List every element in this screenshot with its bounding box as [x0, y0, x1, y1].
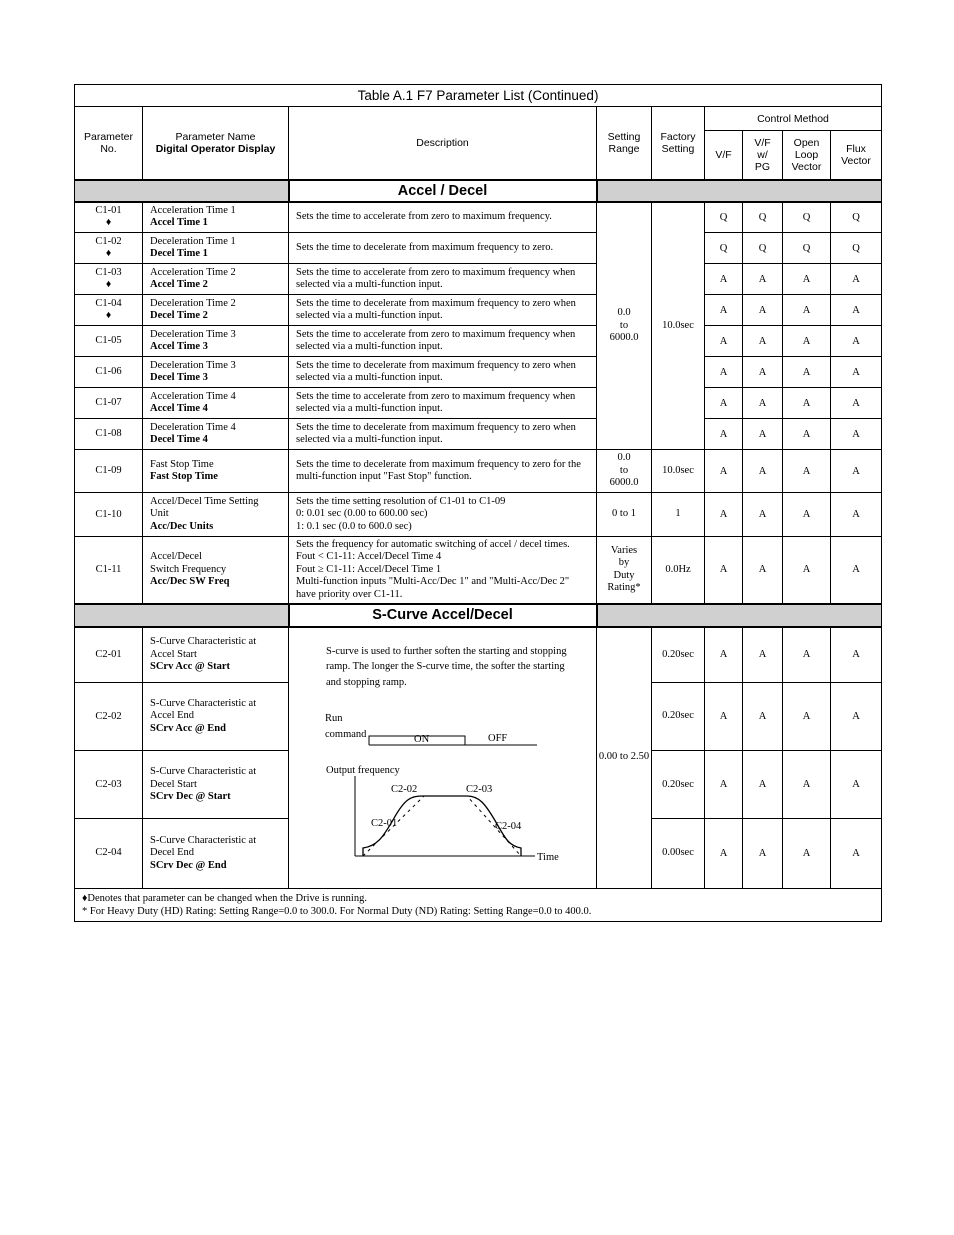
setting-range: 6000.0	[609, 477, 639, 489]
control-method-cell: A	[705, 537, 743, 604]
factory-setting-cell: 0.00sec	[652, 819, 705, 888]
footnote-row	[75, 888, 882, 921]
param-name: Deceleration Time 3	[150, 328, 236, 340]
table-row	[75, 419, 882, 450]
control-method-cell: A	[705, 388, 743, 419]
control-method-cell: Q	[743, 202, 783, 233]
factory-setting-cell: 0.20sec	[652, 683, 705, 751]
control-method-cell: A	[705, 751, 743, 819]
param-name: Deceleration Time 3	[150, 359, 236, 371]
param-name: Accel End	[150, 710, 195, 722]
header-param-name-label: Parameter Name	[175, 130, 256, 143]
section-bar-left	[75, 180, 289, 202]
param-name: Unit	[150, 508, 169, 520]
param-name-cell	[143, 419, 289, 450]
control-method-cell: A	[743, 537, 783, 604]
control-method-cell: A	[743, 295, 783, 326]
control-method-cell: Q	[783, 202, 831, 233]
control-method-cell: A	[783, 819, 831, 888]
param-description: Sets the time to decelerate from maximum frequency to zero for the multi-function input "Fast Stop" function.	[289, 450, 597, 493]
header-olv-text: Open Loop Vector	[791, 136, 822, 173]
param-name-cell	[143, 233, 289, 264]
table-title: Table A.1 F7 Parameter List (Continued)	[75, 85, 882, 107]
param-display-name: Accel Time 3	[150, 341, 208, 352]
control-method-cell: A	[783, 326, 831, 357]
param-no-cell	[75, 326, 143, 357]
header-vf-pg	[743, 131, 783, 180]
param-name: S-Curve Characteristic at	[150, 766, 257, 778]
control-method-cell: A	[705, 627, 743, 683]
control-method-cell: A	[705, 819, 743, 888]
header-flux	[831, 131, 882, 180]
factory-setting-cell: 0.20sec	[652, 627, 705, 683]
param-name-cell	[143, 751, 289, 819]
param-name: Decel End	[150, 847, 195, 859]
control-method-cell: Q	[783, 233, 831, 264]
param-display-name: Accel Time 2	[150, 279, 208, 290]
param-no: C1-07	[95, 397, 122, 408]
control-method-cell: A	[831, 264, 882, 295]
diagram-command-label: command	[325, 728, 367, 740]
param-description: Sets the time to accelerate from zero to maximum frequency.	[289, 202, 597, 233]
control-method-cell: A	[783, 751, 831, 819]
control-method-cell: A	[783, 419, 831, 450]
control-method-cell: A	[743, 264, 783, 295]
run-changeable-diamond: ♦	[105, 279, 112, 290]
header-factory-setting	[652, 107, 705, 180]
param-description-line: have priority over C1-11.	[296, 588, 403, 600]
table-row	[75, 264, 882, 295]
param-name: S-Curve Characteristic at	[150, 697, 257, 709]
param-no-cell	[75, 264, 143, 295]
diagram-run-label: Run	[325, 712, 343, 724]
param-display-name: SCrv Acc @ End	[150, 722, 226, 734]
factory-setting-cell: 10.0sec	[652, 202, 705, 450]
setting-range: Varies	[610, 544, 638, 556]
param-name: Acceleration Time 2	[150, 266, 236, 278]
param-display-name: Decel Time 4	[150, 434, 208, 445]
param-no-cell	[75, 537, 143, 604]
header-param-name	[143, 107, 289, 180]
control-method-cell: A	[783, 537, 831, 604]
control-method-cell: A	[783, 388, 831, 419]
footnotes	[75, 888, 882, 921]
param-no-cell	[75, 819, 143, 888]
param-no: C1-06	[95, 366, 122, 377]
table-row	[75, 537, 882, 604]
param-description-line: Sets the frequency for automatic switching of accel / decel times.	[296, 538, 570, 550]
param-name: Acceleration Time 4	[150, 390, 236, 402]
param-no: C1-03	[95, 267, 122, 278]
header-flux-text: Flux Vector	[841, 142, 871, 167]
control-method-cell: A	[743, 819, 783, 888]
param-description: Sets the time to accelerate from zero to maximum frequency when selected via a multi-function input.	[289, 388, 597, 419]
param-name: S-Curve Characteristic at	[150, 636, 257, 648]
control-method-cell: A	[783, 450, 831, 493]
param-name-cell	[143, 537, 289, 604]
param-no: C1-11	[95, 563, 122, 575]
run-changeable-diamond: ♦	[105, 217, 112, 229]
param-description-line: Fout < C1-11: Accel/Decel Time 4	[296, 551, 442, 562]
param-name-cell	[143, 627, 289, 683]
table-row	[75, 233, 882, 264]
setting-range-cell	[597, 537, 652, 604]
factory-setting-cell: 0.20sec	[652, 751, 705, 819]
param-display-name: SCrv Dec @ End	[150, 859, 227, 871]
parameter-table	[74, 84, 882, 922]
table-row	[75, 295, 882, 326]
control-method-cell: A	[831, 537, 882, 604]
param-display-name: Decel Time 2	[150, 310, 208, 321]
section-bar-right	[597, 180, 882, 202]
param-no: C1-08	[95, 428, 122, 439]
setting-range: 6000.0	[609, 332, 639, 343]
header-vf-pg-text: V/F w/ PG	[754, 136, 771, 173]
param-description: Sets the time to decelerate from maximum frequency to zero when selected via a multi-function input.	[289, 357, 597, 388]
control-method-cell: A	[783, 264, 831, 295]
header-digital-operator-display: Digital Operator Display	[155, 142, 276, 155]
setting-range: to	[619, 319, 629, 331]
diagram-c201-label: C2-01	[371, 817, 398, 829]
param-description-line: Multi-function inputs "Multi-Acc/Dec 1" and "Multi-Acc/Dec 2"	[296, 576, 570, 587]
param-name: Accel/Decel	[150, 551, 202, 562]
control-method-cell: A	[705, 326, 743, 357]
table-row	[75, 493, 882, 537]
factory-setting-cell: 10.0sec	[652, 450, 705, 493]
param-no: C1-05	[95, 335, 122, 346]
param-display-name: Acc/Dec Units	[150, 520, 214, 532]
control-method-cell: A	[831, 326, 882, 357]
param-display-name: Decel Time 1	[150, 248, 208, 259]
param-name: Decel Start	[150, 778, 197, 790]
control-method-cell: A	[705, 419, 743, 450]
param-no: C1-01	[95, 205, 122, 217]
param-no: C2-01	[95, 648, 122, 660]
section-title-accel: Accel / Decel	[289, 180, 597, 202]
setting-range: Duty	[613, 569, 635, 581]
section-bar-left	[75, 604, 289, 627]
param-display-name: SCrv Dec @ Start	[150, 791, 231, 803]
control-method-cell: A	[831, 388, 882, 419]
control-method-cell: A	[783, 295, 831, 326]
table-row	[75, 450, 882, 493]
param-name: Deceleration Time 2	[150, 297, 236, 309]
param-description-line: Sets the time setting resolution of C1-01 to C1-09	[296, 495, 506, 507]
param-name-cell	[143, 819, 289, 888]
table-row	[75, 388, 882, 419]
footnote-line: ♦Denotes that parameter can be changed when the Drive is running.	[82, 892, 367, 904]
param-no-cell	[75, 493, 143, 537]
control-method-cell: A	[743, 751, 783, 819]
param-no: C2-04	[95, 847, 122, 859]
header-control-method: Control Method	[705, 107, 882, 131]
param-display-name: Accel Time 1	[150, 217, 208, 229]
control-method-cell: A	[705, 683, 743, 751]
param-description: Sets the time to decelerate from maximum frequency to zero when selected via a multi-function input.	[289, 419, 597, 450]
factory-setting-cell: 1	[652, 493, 705, 537]
param-description-line: Fout ≥ C1-11: Accel/Decel Time 1	[296, 563, 442, 575]
param-display-name: Acc/Dec SW Freq	[150, 576, 230, 587]
param-no-cell	[75, 295, 143, 326]
param-no-cell	[75, 751, 143, 819]
diagram-on-label: ON	[414, 733, 430, 745]
control-method-cell: A	[743, 388, 783, 419]
param-description: Sets the time to decelerate from maximum frequency to zero when selected via a multi-function input.	[289, 295, 597, 326]
section-accel-row	[75, 180, 882, 202]
control-method-cell: A	[831, 751, 882, 819]
param-no-cell	[75, 419, 143, 450]
control-method-cell: A	[831, 819, 882, 888]
param-description-line: 1: 0.1 sec (0.0 to 600.0 sec)	[296, 520, 412, 532]
param-name: Deceleration Time 4	[150, 421, 236, 433]
control-method-cell: A	[831, 450, 882, 493]
setting-range: by	[618, 557, 630, 569]
param-name-cell	[143, 202, 289, 233]
param-display-name: Fast Stop Time	[150, 471, 218, 482]
control-method-cell: A	[831, 295, 882, 326]
run-changeable-diamond: ♦	[105, 310, 112, 321]
param-name-cell	[143, 264, 289, 295]
param-name-cell	[143, 357, 289, 388]
param-description: Sets the time to accelerate from zero to maximum frequency when selected via a multi-function input.	[289, 326, 597, 357]
control-method-cell: A	[743, 627, 783, 683]
control-method-cell: A	[743, 493, 783, 537]
param-no-cell	[75, 627, 143, 683]
diagram-c202-label: C2-02	[391, 783, 418, 795]
param-name-cell	[143, 388, 289, 419]
control-method-cell: Q	[705, 202, 743, 233]
setting-range-cell	[597, 450, 652, 493]
control-method-cell: A	[783, 357, 831, 388]
control-method-cell: A	[831, 627, 882, 683]
scurve-description-cell	[289, 627, 597, 889]
setting-range-cell: 0.00 to 2.50	[597, 627, 652, 889]
param-no: C2-03	[95, 778, 122, 790]
control-method-cell: A	[705, 357, 743, 388]
section-scurve-row	[75, 604, 882, 627]
control-method-cell: A	[743, 419, 783, 450]
param-description	[289, 537, 597, 604]
diagram-time-label: Time	[537, 851, 559, 863]
param-no-cell	[75, 388, 143, 419]
control-method-cell: A	[831, 683, 882, 751]
table-row	[75, 627, 882, 683]
control-method-cell: Q	[705, 233, 743, 264]
control-method-cell: A	[705, 450, 743, 493]
control-method-cell: A	[783, 683, 831, 751]
table-row	[75, 357, 882, 388]
control-method-cell: Q	[831, 202, 882, 233]
param-no: C1-04	[95, 298, 122, 309]
control-method-cell: A	[705, 493, 743, 537]
section-title-scurve: S-Curve Accel/Decel	[289, 604, 597, 627]
control-method-cell: A	[783, 627, 831, 683]
header-factory-setting-text: Factory Setting	[660, 130, 696, 155]
param-name: Accel Start	[150, 648, 197, 660]
scurve-description: S-curve is used to further soften the starting and stopping ramp. The longer the S-curve time, the softer the starting and stopping ramp.	[326, 645, 567, 688]
param-name: Deceleration Time 1	[150, 235, 236, 247]
param-no: C1-02	[95, 236, 122, 247]
param-name-cell	[143, 450, 289, 493]
footnote-line: * For Heavy Duty (HD) Rating: Setting Range=0.0 to 300.0. For Normal Duty (ND) Rating: Setting Range=0.0 to 400.0.	[82, 905, 592, 917]
setting-range: Rating*	[607, 582, 641, 594]
param-no-cell	[75, 683, 143, 751]
diagram-output-frequency-label: Output frequency	[326, 764, 400, 776]
diagram-c204-label: C2-04	[495, 820, 522, 832]
param-no: C1-09	[95, 465, 122, 476]
diagram-c203-label: C2-03	[466, 783, 493, 795]
param-name: Acceleration Time 1	[150, 204, 236, 216]
control-method-cell: A	[705, 295, 743, 326]
param-no: C2-02	[95, 710, 122, 722]
param-description	[289, 493, 597, 537]
scurve-diagram	[289, 628, 596, 888]
param-name: Switch Frequency	[150, 563, 227, 575]
setting-range-cell: 0 to 1	[597, 493, 652, 537]
control-method-cell: A	[743, 326, 783, 357]
header-param-no: Parameter No.	[75, 107, 143, 180]
table-row	[75, 326, 882, 357]
scurve-graph	[289, 628, 596, 888]
param-no-cell	[75, 202, 143, 233]
control-method-cell: A	[831, 419, 882, 450]
param-name-cell	[143, 683, 289, 751]
param-name-cell	[143, 295, 289, 326]
header-description: Description	[289, 107, 597, 180]
param-description: Sets the time to accelerate from zero to maximum frequency when selected via a multi-function input.	[289, 264, 597, 295]
control-method-cell: A	[783, 493, 831, 537]
header-olv	[783, 131, 831, 180]
control-method-cell: A	[743, 357, 783, 388]
param-name-cell	[143, 326, 289, 357]
param-display-name: Accel Time 4	[150, 403, 208, 414]
setting-range: to	[619, 464, 629, 476]
param-name: Fast Stop Time	[150, 458, 214, 470]
param-display-name: Decel Time 3	[150, 372, 208, 383]
control-method-cell: A	[705, 264, 743, 295]
param-display-name: SCrv Acc @ Start	[150, 661, 231, 673]
setting-range-cell	[597, 202, 652, 450]
param-no: C1-10	[95, 508, 122, 520]
param-no-cell	[75, 450, 143, 493]
setting-range: 0.0	[617, 452, 631, 464]
run-changeable-diamond: ♦	[105, 248, 112, 259]
section-bar-right	[597, 604, 882, 627]
control-method-cell: A	[743, 683, 783, 751]
param-no-cell	[75, 233, 143, 264]
control-method-cell: A	[743, 450, 783, 493]
param-no-cell	[75, 357, 143, 388]
control-method-cell: A	[831, 493, 882, 537]
param-name: Accel/Decel Time Setting	[150, 495, 259, 507]
param-description-line: 0: 0.01 sec (0.00 to 600.00 sec)	[296, 508, 428, 520]
param-name-cell	[143, 493, 289, 537]
header-setting-range	[597, 107, 652, 180]
control-method-cell: Q	[831, 233, 882, 264]
control-method-cell: Q	[743, 233, 783, 264]
factory-setting-cell: 0.0Hz	[652, 537, 705, 604]
setting-range: 0.0	[617, 307, 631, 318]
header-vf: V/F	[705, 131, 743, 180]
control-method-cell: A	[831, 357, 882, 388]
header-setting-range-text: Setting Range	[607, 130, 641, 155]
diagram-off-label: OFF	[488, 732, 508, 744]
param-name: S-Curve Characteristic at	[150, 834, 257, 846]
param-description: Sets the time to decelerate from maximum frequency to zero.	[289, 233, 597, 264]
table-row	[75, 202, 882, 233]
